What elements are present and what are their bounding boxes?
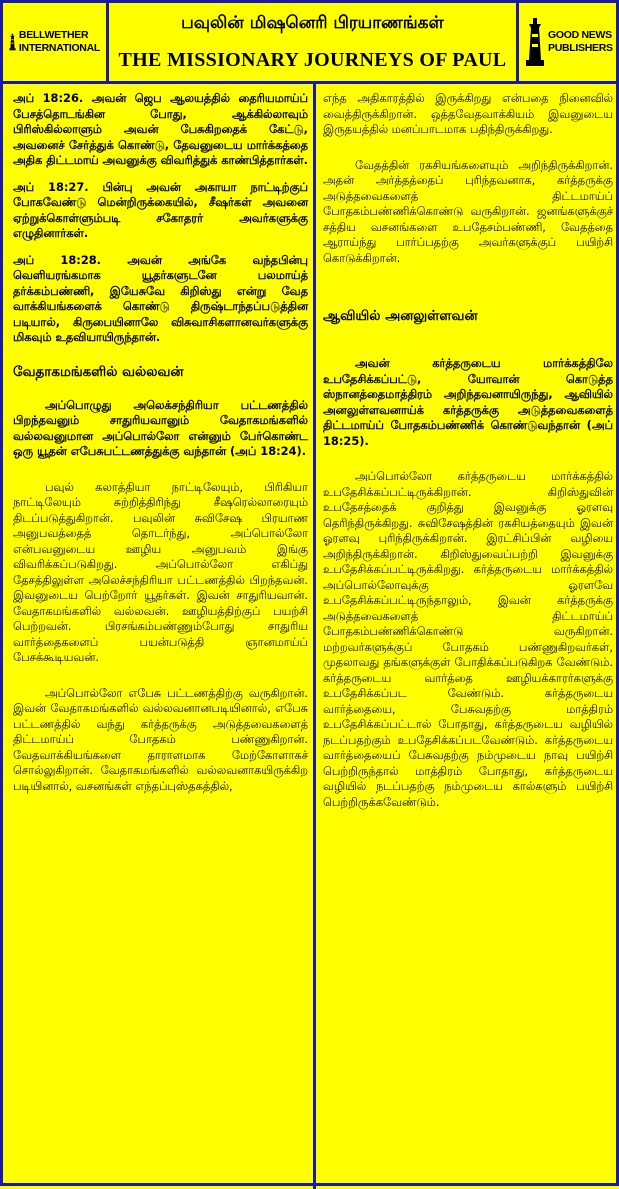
section-heading: வேதாகமங்களில் வல்லவன் [13,363,184,380]
body-paragraph: வேதத்தின் ரகசியங்களையும் அறிந்திருக்கிறான். அதன் அர்த்தத்தைப் புரிந்தவனாக, கர்த்தருக்கு அடுத்தவைகளைத் திட்டமாய்ப் போதகம்பண்ணிக்கொண்டு வருகிறான். ஜனங்களுக்குச் சத்திய வசனங்களை உபதேசம்பண்ணி, வேதத்தை ஆராய்ந்து பார்ப்பதற்கு அவர்களுக்குப் பயிற்சி கொடுக்கிறான். [323,157,613,265]
verse-acts-18-28: அப் 18:28. அவன் அங்கே வந்தபின்பு வெளியரங்கமாக யூதர்களுடனே பலமாய்த் தர்க்கம்பண்ணி, இயேசுவே கிறிஸ்து என்று வேத வாக்கியங்களைக் கொண்டு திருஷ்டாந்தப்படுத்தின படியால், கிருபையினாலே விசுவாசிகளானவர்களுக்கு மிகவும் உதவியாயிருந்தான். [13,252,308,344]
good-news-logo [516,3,619,81]
body-paragraph: அப்பொல்லோ எபேசு பட்டணத்திற்கு வருகிறான். இவன் வேதாகமங்களில் வல்லவனானபடியினால், எபேசு பட்டணத்தில் வந்து கர்த்தருக்கு அடுத்தவைகளைத் திட்டமாய்ப் போதகம் பண்ணுகிறான். வேதவாக்கியங்களை தாராளமாக மேற்கோளாகச் சொல்லுகிறான். வேதாகமங்களில் வல்லவனாகயிருக்கிற படியினால், வசனங்கள் எந்தப்புஸ்தகத்தில், [13,685,308,793]
left-column [13,91,308,805]
left-logo-line-2: INTERNATIONAL [18,42,100,54]
right-logo-line-2: PUBLISHERS [548,42,613,54]
body-paragraph: பவுல் கலாத்தியா நாட்டிலேயும், பிரிகியா நாட்டிலேயும் சுற்றித்திரிந்து சீஷரெல்லாரையும் திடப்படுத்துகிறான். பவுலின் சுவிசேஷ பிரயாண அனுபவத்தைத் தொடர்ந்து, அப்பொல்லோ என்பவனுடைய ஊழிய அனுபவம் இங்கு விவரிக்கப்படுகிறது. அப்பொல்லோ எகிப்து தேசத்திலுள்ள அலெச்சந்திரியா பட்டணத்தில் பிறந்தவன். இவனுடைய பெற்றோர் யூதர்கள். இவன் சாதுரியவான். வேதாகமங்களில் வல்லவன். ஊழியத்திற்குப் பயற்சி பெற்றவன். பிரசங்கம்பண்ணும்போது சாதுரிய வார்த்தைகளைப் பயன்படுத்தி ஞானமாய்ப் பேசக்கூடியவன். [13,479,308,664]
verse-acts-18-24: அப்பொழுது அலெக்சந்திரியா பட்டணத்தில் பிறந்தவனும் சாதுரியவானும் வேதாகமங்களில் வல்லவனுமான அப்பொல்லோ என்னும் பேர்கொண்ட ஒரு யூதன் எபேசுபட்டணத்துக்கு வந்தான் (அப் 18:24). [13,397,308,458]
right-column [323,91,613,821]
header [3,3,619,84]
right-logo-line-1: GOOD NEWS [548,29,612,41]
bellwether-logo [3,3,109,81]
verse-acts-18-26: அப் 18:26. அவன் ஜெப ஆலயத்தில் தைரியமாய்ப் பேசத்தொடங்கின போது, ஆக்கில்லாவும் பிரிஸ்கில்லாளும் அவன் பேசுகிறதைக் கேட்டு, அவனைச் சேர்த்துக் கொண்டு, தேவனுடைய மார்க்கத்தை அதிக திட்டமாய் அவனுக்கு விவரித்துக் காண்பித்தார்கள். [13,91,308,167]
section-heading: ஆவியில் அனலுள்ளவன் [323,308,478,324]
lighthouse-icon [525,16,545,68]
verse-acts-18-25: அவன் கர்த்தருடைய மார்க்கத்திலே உபதேசிக்கப்பட்டு, யோவான் கொடுத்த ஸ்நானத்தைமாத்திரம் அறிந்தவனாயிருந்து, ஆவியில் அனலுள்ளவனாய்க் கர்த்தருக்கு அடுத்தவைகளைத் திட்டமாய்ப் போதகம்பண்ணிக் கொண்டுவந்தான் (அப் 18:25). [323,356,613,448]
body-paragraph: அப்பொல்லோ கர்த்தருடைய மார்க்கத்தில் உபதேசிக்கப்பட்டிருக்கிறான். கிறிஸ்துவின் உபதேசத்தைக் குறித்து இவனுக்கு ஓரளவு தெரிந்திருக்கிறது. சுவிசேஷத்தின் ரகசியத்தையும் இவன் ஓரளவு புரிந்திருக்கிறான். இரட்சிப்பின் வழியை அறிந்திருக்கிறான். கிறிஸ்துவைப்பற்றி இவனுக்கு உபதேசிக்கப்பட்டிருக்கிறது. கர்த்தருடைய மார்க்கத்தில் அப்பொல்லோவுக்கு ஓரளவே உபதேசிக்கப்பட்டிருந்தாலும், இவன் கர்த்தருக்கு அடுத்தவைகளைத் திட்டமாய்ப் போதகம்பண்ணிக்கொண்டு வருகிறான். மற்றவர்களுக்குப் போதகம் பண்ணுகிறவர்கள், முதலாவது தங்களுக்குள் போதிக்கப்படுகிறக வேண்டும். கர்த்தருடைய வார்த்தை ஊழியக்காரர்களுக்கு உபதேசிக்கப்பட வேண்டும். கர்த்தருடைய வார்த்தையை, பேசுவதற்கு மாத்திரம் உபதேசிக்கப்பட்டால் போதாது, கர்த்தருடைய வழியில் நடப்பதற்கும் உபதேசிக்கப்படவேண்டும். கர்த்தருடைய வார்த்தையைப் பேசுவதற்கு நம்முடைய நாவு பயிற்சி பெற்றிருந்தால் மாத்திரம் போதாது, கர்த்தருடைய வழியில் நடப்பதற்கு நம்முடைய கால்களும் பயிற்சி பெற்றிருக்கவேண்டும். [323,469,613,809]
column-divider [313,84,316,1189]
left-logo-line-1: BELLWETHER [18,29,89,41]
title-block [109,3,516,81]
lighthouse-icon [9,16,16,68]
body-paragraph: எந்த அதிகாரத்தில் இருக்கிறது என்பதை நினைவில் வைத்திருக்கிறான். ஒத்தவேதவாக்கியம் இவனுடைய இருதயத்தில் மனப்பாடமாக பதிந்திருக்கிறது. [323,91,613,136]
page-title-english: THE MISSIONARY JOURNEYS OF PAUL [118,49,507,71]
verse-acts-18-27: அப் 18:27. பின்பு அவன் அகாயா நாட்டிற்குப் போகவேண்டு மென்றிருக்கையில், சீஷர்கள் அவனை ஏற்றுக்கொள்ளும்படி சகோதரர் அவர்களுக்கு எழுதினார்கள். [13,179,308,240]
page-title-tamil: பவுலின் மிஷனெரி பிரயாணங்கள் [181,13,444,33]
